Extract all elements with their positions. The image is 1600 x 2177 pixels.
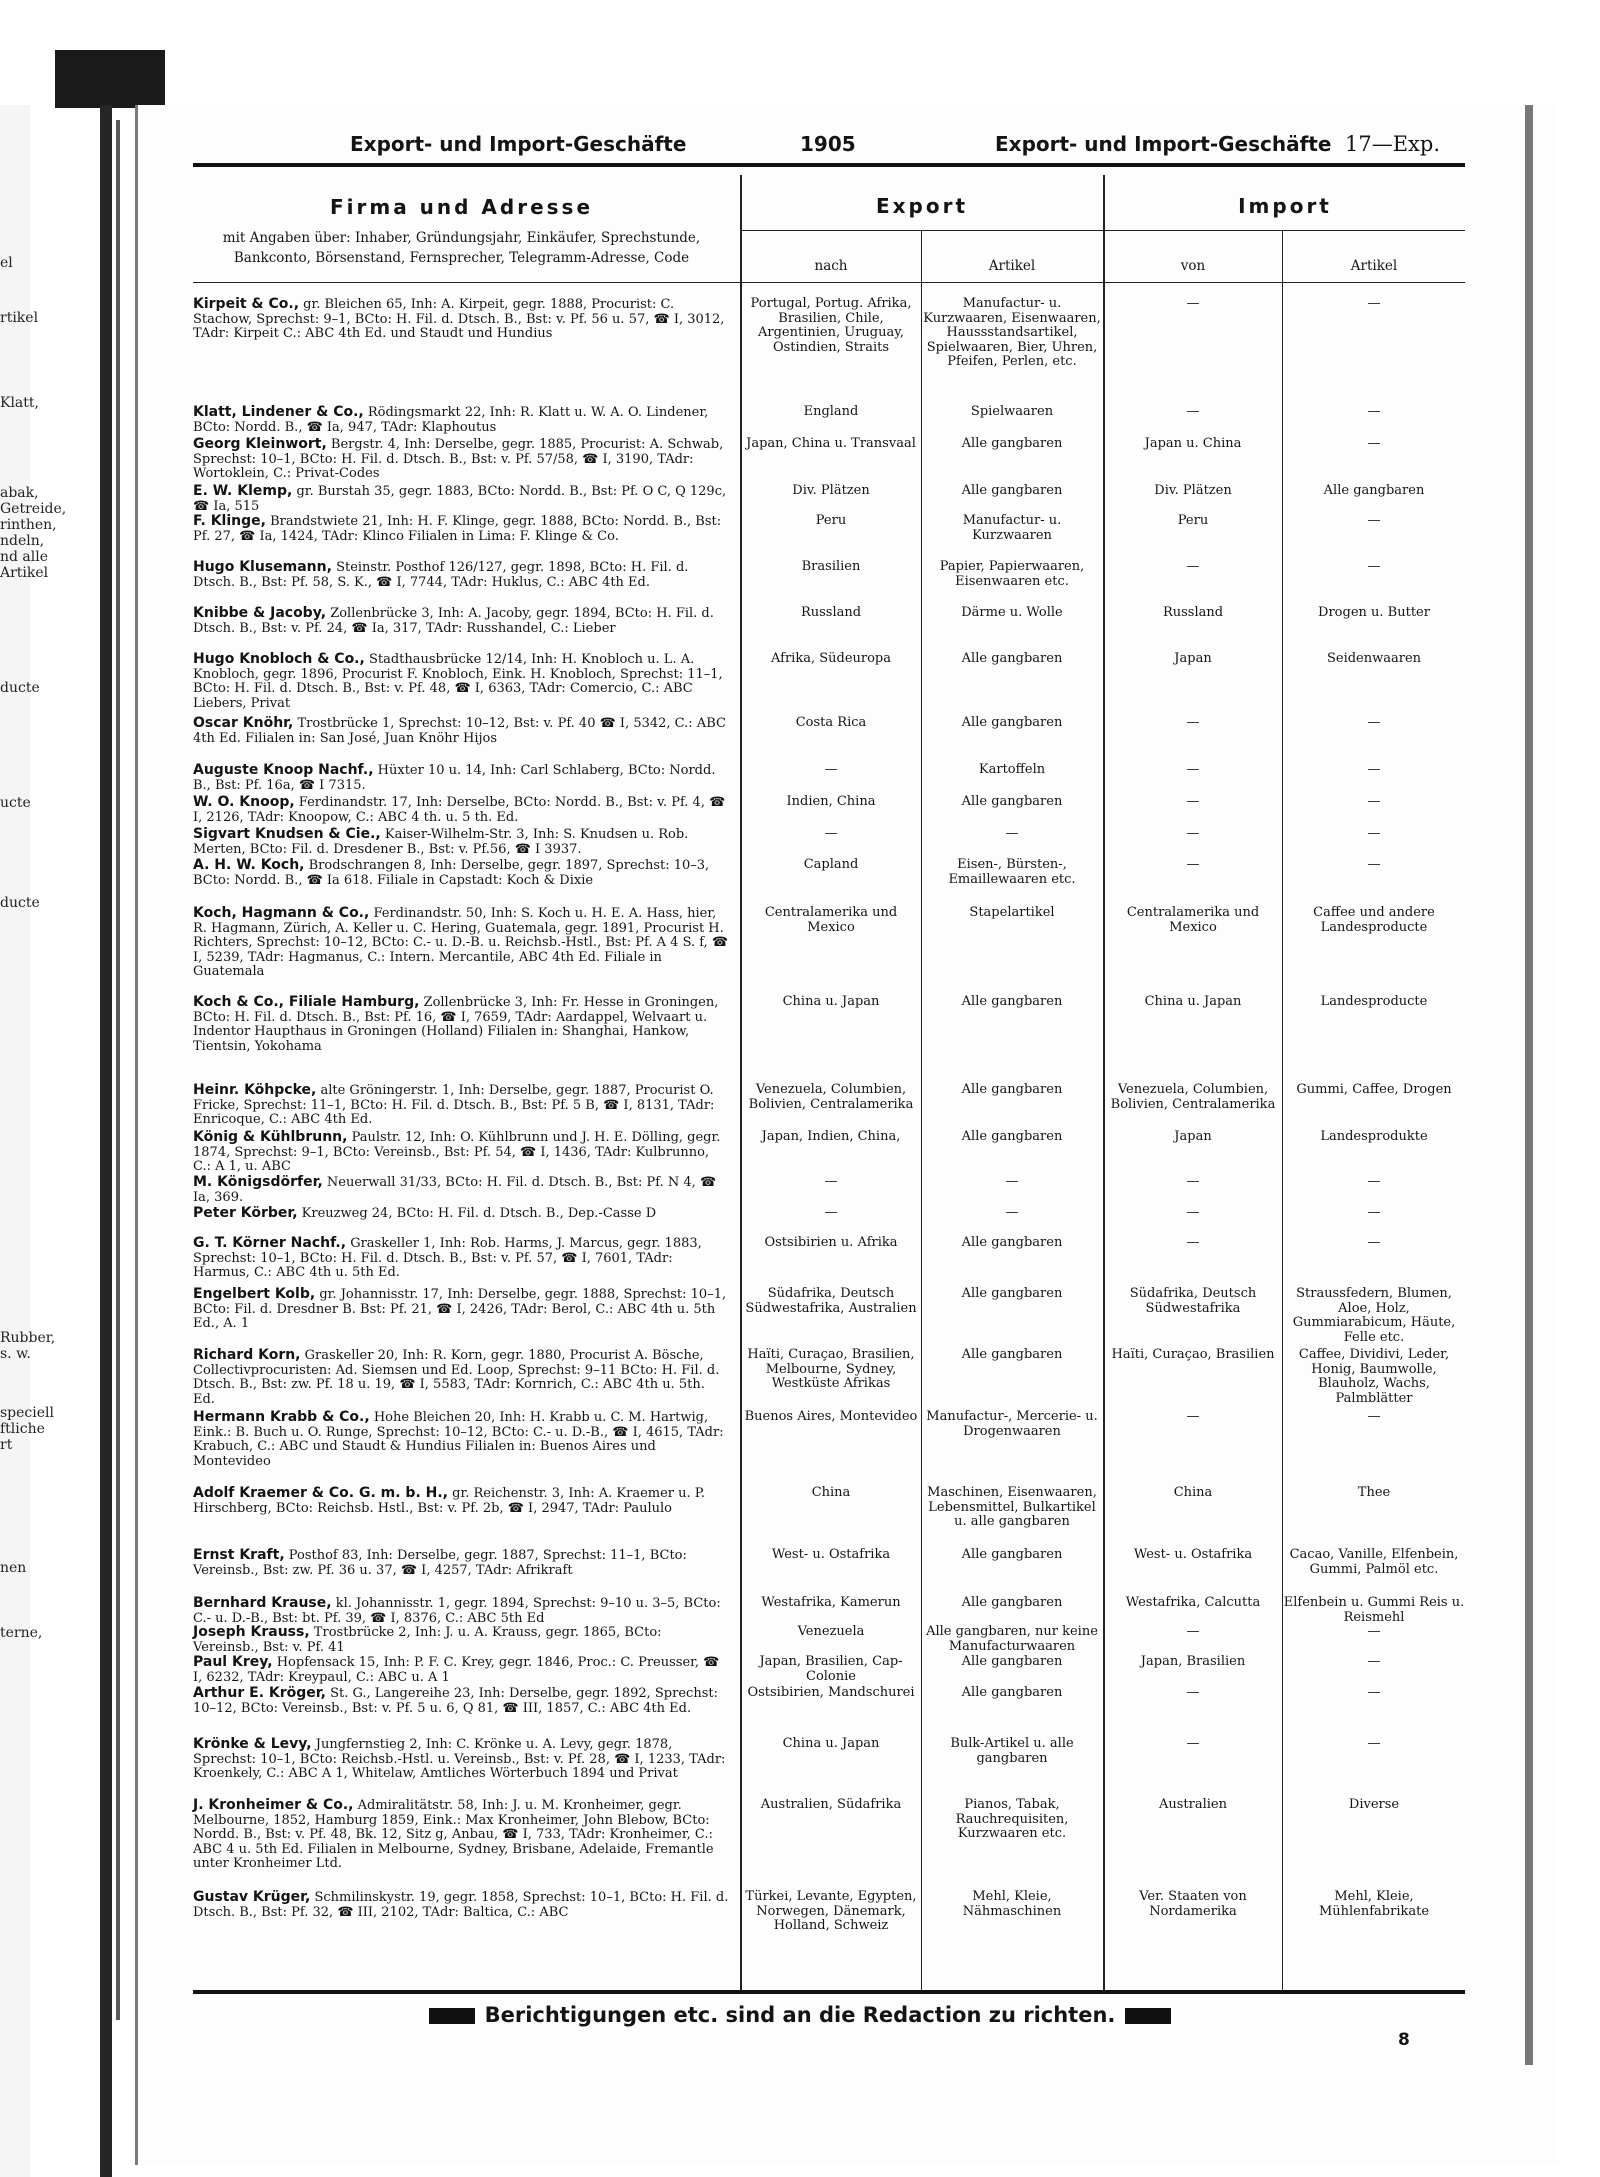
firm-name: Ernst Kraft, [193, 1547, 285, 1563]
column-von: von [1180, 258, 1206, 274]
firm-address [193, 1348, 730, 1407]
export-destination: Südafrika, Deutsch Südwestafrika, Australien [745, 1286, 917, 1316]
firm-name: König & Kühlbrunn, [193, 1129, 348, 1145]
import-articles: Alle gangbaren [1323, 483, 1425, 498]
firm-address [193, 1890, 730, 1920]
firm-details: Rödingsmarkt 22, Inh: R. Klatt u. W. A. O. Lindener, BCto: Nordd. B., ☎ Ia, 947, TAdr: Klaphoutus [193, 405, 709, 435]
firm-name: Arthur E. Kröger, [193, 1685, 326, 1701]
export-articles: Bulk-Artikel u. alle gangbaren [950, 1736, 1074, 1766]
import-origin: — [1186, 559, 1200, 574]
import-articles: — [1367, 1235, 1381, 1250]
import-articles: — [1367, 1409, 1381, 1424]
import-articles: Caffee, Dividivi, Leder, Honig, Baumwolle, Blauholz, Wachs, Palmblätter [1298, 1347, 1450, 1406]
firm-name: Georg Kleinwort, [193, 436, 327, 452]
import-origin: — [1186, 794, 1200, 809]
firm-name: Joseph Krauss, [193, 1624, 310, 1640]
import-origin: Westafrika, Calcutta [1125, 1595, 1261, 1610]
export-articles: Alle gangbaren [961, 651, 1063, 666]
export-articles: Pianos, Tabak, Rauchrequisiten, Kurzwaaren etc. [955, 1797, 1069, 1842]
export-destination: Türkei, Levante, Egypten, Norwegen, Dänemark, Holland, Schweiz [745, 1889, 917, 1934]
export-articles: Alle gangbaren, nur keine Manufacturwaaren [926, 1624, 1098, 1654]
export-articles: Kartoffeln [978, 762, 1046, 777]
page-number: 8 [1398, 2030, 1410, 2050]
firm-details: Ferdinandstr. 17, Inh: Derselbe, BCto: Nordd. B., Bst: v. Pf. 4, ☎ I, 2126, TAdr: Knoopow, C.: ABC 4 th. u. 5 th. Ed. [193, 795, 726, 825]
import-articles: Drogen u. Butter [1318, 605, 1430, 620]
export-articles: Alle gangbaren [961, 483, 1063, 498]
export-articles: Alle gangbaren [961, 794, 1063, 809]
import-origin: Australien [1158, 1797, 1227, 1812]
export-destination: Ostsibirien, Mandschurei [747, 1685, 915, 1700]
column-firma-title: Firma und Adresse [329, 195, 594, 219]
header-left: Export- und Import-Geschäfte [350, 132, 687, 156]
firm-name: Peter Körber, [193, 1205, 298, 1221]
firm-name: M. Königsdörfer, [193, 1174, 323, 1190]
export-destination: China u. Japan [782, 994, 880, 1009]
firm-address [193, 795, 730, 825]
firm-name: Kirpeit & Co., [193, 296, 300, 312]
firm-details: Hopfensack 15, Inh: P. F. C. Krey, gegr. 1846, Proc.: C. Preusser, ☎ I, 6232, TAdr: Kreypaul, C.: ABC u. A 1 [193, 1655, 720, 1685]
firm-name: Sigvart Knudsen & Cie., [193, 826, 381, 842]
firm-name: Paul Krey, [193, 1654, 273, 1670]
import-articles: — [1367, 559, 1381, 574]
scan-black-tab [55, 50, 165, 108]
export-destination: China u. Japan [782, 1736, 880, 1751]
import-articles: — [1367, 857, 1381, 872]
facing-page-text: nen [0, 1560, 27, 1576]
export-articles: Alle gangbaren [961, 1595, 1063, 1610]
firm-address [193, 405, 730, 435]
import-origin: — [1186, 857, 1200, 872]
export-destination: Buenos Aires, Montevideo [744, 1409, 918, 1424]
firm-address [193, 606, 730, 636]
import-origin: — [1186, 1174, 1200, 1189]
export-articles: Alle gangbaren [961, 1286, 1063, 1301]
facing-page-text: ndeln, [0, 533, 45, 549]
facing-page-text: rtikel [0, 310, 39, 326]
import-articles: — [1367, 715, 1381, 730]
firm-details: Brodschrangen 8, Inh: Derselbe, gegr. 1897, Sprechst: 10–3, BCto: Nordd. B., ☎ Ia 618. Filiale in Capstadt: Koch & Dixie [193, 858, 710, 888]
firm-address [193, 1486, 730, 1516]
firm-details: Neuerwall 31/33, BCto: H. Fil. d. Dtsch. B., Bst: Pf. N 4, ☎ Ia, 369. [193, 1175, 717, 1205]
export-destination: England [803, 404, 859, 419]
firm-address [193, 1798, 730, 1872]
export-articles: Eisen-, Bürsten-, Emaillewaaren etc. [948, 857, 1076, 887]
column-import-title: Import [1238, 194, 1332, 218]
export-destination: — [824, 1205, 838, 1220]
import-origin: Japan, Brasilien [1140, 1654, 1246, 1669]
import-origin: — [1186, 762, 1200, 777]
export-destination: Australien, Südafrika [760, 1797, 902, 1812]
header-rule [193, 163, 1465, 167]
facing-page-text: speciell [0, 1405, 54, 1421]
import-articles: Thee [1357, 1485, 1391, 1500]
import-origin: Japan u. China [1144, 436, 1242, 451]
facing-page-text: Getreide, [0, 501, 67, 517]
export-articles: Spielwaaren [970, 404, 1054, 419]
import-articles: Seidenwaaren [1326, 651, 1422, 666]
import-articles: Straussfedern, Blumen, Aloe, Holz, Gummiarabicum, Häute, Felle etc. [1292, 1286, 1456, 1345]
export-articles: Alle gangbaren [961, 1082, 1063, 1097]
firm-address [193, 652, 730, 711]
export-destination: Ostsibirien u. Afrika [764, 1235, 898, 1250]
firm-address [193, 827, 730, 857]
firm-address [193, 995, 730, 1054]
firm-details: Kreuzweg 24, BCto: H. Fil. d. Dtsch. B., Dep.-Casse D [297, 1206, 657, 1221]
firm-address [193, 560, 730, 590]
header-page: 17—Exp. [1345, 132, 1441, 156]
import-origin: Russland [1162, 605, 1224, 620]
import-articles: — [1367, 1174, 1381, 1189]
firm-details: Admiralitätstr. 58, Inh: J. u. M. Kronheimer, gegr. Melbourne, 1852, Hamburg 1859, Eink.: Max Kronheimer, John Blebow, BCto: Nordd. B., Bst: v. Pf. 48, Bk. 12, Sitz g, Anbau, ☎ I, 733, TAdr: Kronheimer, C.: ABC 4 u. 5th Ed. Filialen in Melbourne, Sydney, Brisbane, Adelaide, Fremantle unter Kronheimer Ltd. [193, 1798, 714, 1872]
export-articles: Mehl, Kleie, Nähmaschinen [962, 1889, 1062, 1919]
import-articles: Cacao, Vanille, Elfenbein, Gummi, Palmöl etc. [1289, 1547, 1459, 1577]
firm-address [193, 484, 730, 514]
firm-name: F. Klinge, [193, 513, 266, 529]
export-destination: Portugal, Portug. Afrika, Brasilien, Chile, Argentinien, Uruguay, Ostindien, Straits [750, 296, 912, 355]
firm-details: Graskeller 20, Inh: R. Korn, gegr. 1880, Procurist A. Bösche, Collectivprocuristen: Ad. Siemsen und Ed. Loop, Sprechst: 9–11 BCto: H. Fil. d. Dtsch. B., Bst: zw. Pf. 18 u. 19, ☎ I, 5583, TAdr: Kornrich, C.: ABC 4th u. 5th. Ed. [193, 1348, 720, 1407]
export-articles: Stapelartikel [969, 905, 1055, 920]
firm-details: Kaiser-Wilhelm-Str. 3, Inh: S. Knudsen u. Rob. Merten, BCto: Fil. d. Dresdener B., Bst: v. Pf.56, ☎ I 3937. [193, 827, 689, 857]
facing-page-text: terne, [0, 1625, 43, 1641]
footer-rule [193, 1990, 1465, 1994]
firm-details: Posthof 83, Inh: Derselbe, gegr. 1887, Sprechst: 11–1, BCto: Vereinsb., Bst: zw. Pf. 36 u. 37, ☎ I, 4257, TAdr: Afrikraft [193, 1548, 687, 1578]
export-articles: Alle gangbaren [961, 1347, 1063, 1362]
facing-page-text: rinthen, [0, 517, 57, 533]
export-destination: Div. Plätzen [792, 483, 870, 498]
firm-name: E. W. Klemp, [193, 483, 293, 499]
facing-page-text: ftliche [0, 1421, 45, 1437]
firm-details: Bergstr. 4, Inh: Derselbe, gegr. 1885, Procurist: A. Schwab, Sprechst: 10–1, BCto: H. Fil. d. Dtsch. B., Bst: v. Pf. 57/58, ☎ I, 3190, TAdr: Wortoklein, C.: Privat-Codes [193, 437, 724, 482]
firm-address [193, 858, 730, 888]
export-articles: Alle gangbaren [961, 715, 1063, 730]
firm-details: Zollenbrücke 3, Inh: Fr. Hesse in Groningen, BCto: H. Fil. d. Dtsch. B., Bst: Pf. 16, ☎ I, 7659, TAdr: Aardappel, Welvaart u. Indentor Haupthaus in Groningen (Holland) Filialen in: Shanghai, Hankow, Tientsin, Yokohama [193, 995, 719, 1054]
import-origin: Haïti, Curaçao, Brasilien [1111, 1347, 1275, 1362]
export-destination: Russland [800, 605, 862, 620]
import-articles: Gummi, Caffee, Drogen [1296, 1082, 1452, 1097]
import-origin: — [1186, 404, 1200, 419]
firm-details: Ferdinandstr. 50, Inh: S. Koch u. H. E. A. Hass, hier, R. Hagmann, Zürich, A. Keller u. C. Hering, Guatemala, gegr. 1891, Procurist H. Richters, Sprechst: 10–12, BCto: C.- u. D.-B. u. Reichsb.-Hstl., Bst: Pf. A 4 S. f, ☎ I, 5239, TAdr: Hagmanus, C.: Intern. Mercantile, ABC 4th Ed. Filiale in Guatemala [193, 906, 729, 980]
import-origin: Peru [1177, 513, 1209, 528]
export-destination: Venezuela, Columbien, Bolivien, Centralamerika [748, 1082, 914, 1112]
column-firma-sub1: mit Angaben über: Inhaber, Gründungsjahr, Einkäufer, Sprechstunde, [222, 230, 701, 246]
export-destination: Haïti, Curaçao, Brasilien, Melbourne, Sydney, Westküste Afrikas [747, 1347, 915, 1392]
firm-details: Jungfernstieg 2, Inh: C. Krönke u. A. Levy, gegr. 1878, Sprechst: 10–1, BCto: Reichsb.-Hstl. u. Vereinsb., Bst: v. Pf. 28, ☎ I, 1233, TAdr: Kroenkely, C.: ABC A 1, Whitelaw, Amtliches Wörterbuch 1894 und Privat [193, 1737, 726, 1782]
import-origin: Südafrika, Deutsch Südwestafrika [1129, 1286, 1257, 1316]
facing-page-text: el [0, 255, 13, 271]
import-articles: Landesprodukte [1320, 1129, 1428, 1144]
facing-page-text: Rubber, [0, 1330, 56, 1346]
firm-details: Graskeller 1, Inh: Rob. Harms, J. Marcus, gegr. 1883, Sprechst: 10–1, BCto: H. Fil. d. Dtsch. B., Bst: v. Pf. 57, ☎ I, 7601, TAdr: Harmus, C.: ABC 4th u. 5th Ed. [193, 1236, 702, 1281]
firm-address [193, 1625, 730, 1655]
export-destination: — [824, 826, 838, 841]
import-articles: — [1367, 1685, 1381, 1700]
firm-details: gr. Burstah 35, gegr. 1883, BCto: Nordd. B., Bst: Pf. O C, Q 129c, ☎ Ia, 515 [193, 484, 727, 514]
export-articles: — [1005, 826, 1019, 841]
firm-address [193, 1548, 730, 1578]
import-origin: — [1186, 1685, 1200, 1700]
firm-details: kl. Johannisstr. 1, gegr. 1894, Sprechst: 9–10 u. 3–5, BCto: C.- u. D.-B., Bst: bt. Pf. 39, ☎ I, 8376, C.: ABC 5th Ed [193, 1596, 721, 1626]
firm-name: Oscar Knöhr, [193, 715, 294, 731]
import-origin: Centralamerika und Mexico [1126, 905, 1260, 935]
import-origin: — [1186, 1736, 1200, 1751]
import-articles: — [1367, 296, 1381, 311]
export-articles: Därme u. Wolle [961, 605, 1063, 620]
firm-address [193, 906, 730, 980]
facing-page-text: nd alle [0, 549, 49, 565]
export-destination: Capland [803, 857, 859, 872]
firm-details: Schmilinskystr. 19, gegr. 1858, Sprechst: 10–1, BCto: H. Fil. d. Dtsch. B., Bst: Pf. 32, ☎ III, 2102, TAdr: Baltica, C.: ABC [193, 1890, 729, 1920]
firm-name: A. H. W. Koch, [193, 857, 305, 873]
import-origin: — [1186, 715, 1200, 730]
facing-page-text: ucte [0, 795, 31, 811]
footer-note [0, 2003, 1600, 2027]
firm-name: Richard Korn, [193, 1347, 301, 1363]
firm-name: Klatt, Lindener & Co., [193, 404, 364, 420]
firm-address [193, 437, 730, 482]
export-articles: — [1005, 1174, 1019, 1189]
firm-name: Koch, Hagmann & Co., [193, 905, 370, 921]
import-articles: — [1367, 1205, 1381, 1220]
header-bottom-rule [193, 282, 1465, 283]
export-articles: Papier, Papierwaaren, Eisenwaaren etc. [939, 559, 1085, 589]
firm-address [193, 716, 730, 746]
export-articles: Alle gangbaren [961, 1654, 1063, 1669]
facing-page-text: s. w. [0, 1346, 31, 1362]
firm-address [193, 1175, 730, 1205]
firm-name: Hugo Knobloch & Co., [193, 651, 365, 667]
column-nach: nach [814, 258, 848, 274]
import-articles: — [1367, 1624, 1381, 1639]
export-articles: — [1005, 1205, 1019, 1220]
export-destination: Centralamerika und Mexico [764, 905, 898, 935]
facing-page-text: ducte [0, 680, 40, 696]
export-destination: Japan, Indien, China, [761, 1129, 901, 1144]
firm-name: Adolf Kraemer & Co. G. m. b. H., [193, 1485, 448, 1501]
pointing-hand-icon [429, 2008, 475, 2024]
firm-name: Heinr. Köhpcke, [193, 1082, 317, 1098]
export-destination: Afrika, Südeuropa [770, 651, 891, 666]
column-import-artikel: Artikel [1350, 258, 1398, 274]
header-right: Export- und Import-Geschäfte [995, 132, 1332, 156]
column-firma-sub2: Bankconto, Börsenstand, Fernsprecher, Telegramm-Adresse, Code [233, 250, 690, 266]
running-header [170, 132, 1470, 156]
import-origin: Div. Plätzen [1154, 483, 1232, 498]
firm-address [193, 514, 730, 544]
import-articles: — [1367, 762, 1381, 777]
firm-details: alte Gröningerstr. 1, Inh: Derselbe, gegr. 1887, Procurist O. Fricke, Sprechst: 11–1, BCto: H. Fil. d. Dtsch. B., Bst: Pf. 5 B, ☎ I, 8131, TAdr: Enricoque, C.: ABC 4th Ed. [193, 1083, 715, 1128]
import-articles: — [1367, 794, 1381, 809]
export-destination: Costa Rica [795, 715, 867, 730]
import-articles: — [1367, 404, 1381, 419]
export-articles: Maschinen, Eisenwaaren, Lebensmittel, Bulkartikel u. alle gangbaren [927, 1485, 1097, 1530]
page-edge [1525, 105, 1533, 2065]
pointing-hand-icon-right [1125, 2008, 1171, 2024]
firm-address [193, 1737, 730, 1782]
export-articles: Manufactur-, Mercerie- u. Drogenwaaren [926, 1409, 1098, 1439]
import-origin: Japan [1174, 651, 1212, 666]
facing-page-fragment [0, 105, 98, 2105]
firm-name: G. T. Körner Nachf., [193, 1235, 347, 1251]
import-origin: — [1186, 1205, 1200, 1220]
footer-note-text: Berichtigungen etc. sind an die Redaction zu richten. [484, 2003, 1116, 2027]
book-binding-shadow [116, 120, 120, 2020]
export-destination: Peru [815, 513, 847, 528]
export-articles: Alle gangbaren [961, 994, 1063, 1009]
firm-name: Hugo Klusemann, [193, 559, 332, 575]
import-origin: — [1186, 296, 1200, 311]
firm-address [193, 1206, 730, 1222]
firm-name: Hermann Krabb & Co., [193, 1409, 370, 1425]
firm-name: J. Kronheimer & Co., [193, 1797, 354, 1813]
firm-details: Hüxter 10 u. 14, Inh: Carl Schlaberg, BCto: Nordd. B., Bst: Pf. 16a, ☎ I 7315. [193, 763, 716, 793]
export-articles: Manufactur- u. Kurzwaaren, Eisenwaaren, Haussstandsartikel, Spielwaaren, Bier, Uhren, Pfeifen, Perlen, etc. [923, 296, 1101, 370]
import-articles: Mehl, Kleie, Mühlenfabrikate [1318, 1889, 1430, 1919]
export-destination: — [824, 762, 838, 777]
export-articles: Alle gangbaren [961, 1235, 1063, 1250]
firm-address [193, 1596, 730, 1626]
firm-address [193, 763, 730, 793]
firm-name: W. O. Knoop, [193, 794, 295, 810]
export-articles: Alle gangbaren [961, 1129, 1063, 1144]
import-origin: Ver. Staaten von Nordamerika [1139, 1889, 1247, 1919]
export-destination: China [811, 1485, 851, 1500]
column-export-title: Export [875, 194, 969, 218]
facing-page-text: abak, [0, 485, 39, 501]
export-destination: Indien, China [786, 794, 876, 809]
export-articles: Manufactur- u. Kurzwaaren [962, 513, 1062, 543]
firm-name: Gustav Krüger, [193, 1889, 311, 1905]
facing-page-text: ducte [0, 895, 40, 911]
export-articles: Alle gangbaren [961, 1547, 1063, 1562]
facing-page-text: Klatt, [0, 395, 39, 411]
firm-address [193, 1083, 730, 1128]
import-articles: — [1367, 1654, 1381, 1669]
import-articles: Elfenbein u. Gummi Reis u. Reismehl [1283, 1595, 1465, 1625]
firm-name: Auguste Knoop Nachf., [193, 762, 374, 778]
firm-name: Knibbe & Jacoby, [193, 605, 327, 621]
header-year: 1905 [800, 132, 856, 156]
export-articles: Alle gangbaren [961, 1685, 1063, 1700]
export-destination: Venezuela [797, 1624, 865, 1639]
firm-details: Zollenbrücke 3, Inh: A. Jacoby, gegr. 1894, BCto: H. Fil. d. Dtsch. B., Bst: v. Pf. 24, ☎ Ia, 317, TAdr: Russhandel, C.: Lieber [193, 606, 714, 636]
firm-address [193, 1655, 730, 1685]
firm-details: Trostbrücke 1, Sprechst: 10–12, Bst: v. Pf. 40 ☎ I, 5342, C.: ABC 4th Ed. Filialen in: San José, Juan Knöhr Hijos [193, 716, 726, 746]
import-origin: West- u. Ostafrika [1133, 1547, 1253, 1562]
import-origin: Japan [1174, 1129, 1212, 1144]
firm-details: gr. Reichenstr. 3, Inh: A. Kraemer u. P. Hirschberg, BCto: Reichsb. Hstl., Bst: v. Pf. 2b, ☎ I, 2947, TAdr: Paululo [193, 1486, 706, 1516]
import-origin: China [1173, 1485, 1213, 1500]
import-articles: Diverse [1348, 1797, 1400, 1812]
firm-details: St. G., Langereihe 23, Inh: Derselbe, gegr. 1892, Sprechst: 10–12, BCto: Vereinsb., Bst: v. Pf. 5 u. 6, Q 81, ☎ III, 1857, C.: ABC 4th Ed. [193, 1686, 718, 1716]
firm-name: Krönke & Levy, [193, 1736, 312, 1752]
export-destination: Westafrika, Kamerun [761, 1595, 901, 1610]
import-articles: Landesproducte [1320, 994, 1428, 1009]
firm-details: gr. Bleichen 65, Inh: A. Kirpeit, gegr. 1888, Procurist: C. Stachow, Sprechst: 9–1, BCto: H. Fil. d. Dtsch. B., Bst: v. Pf. 56 u. 57, ☎ I, 3012, TAdr: Kirpeit C.: ABC 4th Ed. und Staudt und Hundius [193, 297, 725, 342]
import-origin: Venezuela, Columbien, Bolivien, Centralamerika [1110, 1082, 1276, 1112]
firm-address [193, 1236, 730, 1281]
import-origin: — [1186, 1624, 1200, 1639]
firm-details: Trostbrücke 2, Inh: J. u. A. Krauss, gegr. 1865, BCto: Vereinsb., Bst: v. Pf. 41 [193, 1625, 662, 1655]
export-destination: Japan, China u. Transvaal [746, 436, 916, 451]
facing-page-text: Artikel [0, 565, 49, 581]
firm-name: Bernhard Krause, [193, 1595, 332, 1611]
firm-details: Stadthausbrücke 12/14, Inh: H. Knobloch u. L. A. Knobloch, gegr. 1896, Procurist F. Knobloch, Eink. H. Knobloch, Sprechst: 11–1, BCto: H. Fil. d. Dtsch. B., Bst: v. Pf. 48, ☎ I, 6363, TAdr: Comercio, C.: ABC Liebers, Privat [193, 652, 723, 711]
export-destination: Japan, Brasilien, Cap-Colonie [759, 1654, 903, 1684]
facing-page-text: rt [0, 1437, 13, 1453]
firm-address [193, 1287, 730, 1332]
export-destination: — [824, 1174, 838, 1189]
firm-name: Engelbert Kolb, [193, 1286, 316, 1302]
import-origin: — [1186, 826, 1200, 841]
import-origin: — [1186, 1235, 1200, 1250]
book-binding [100, 105, 112, 2177]
firm-address [193, 297, 730, 342]
export-articles: Alle gangbaren [961, 436, 1063, 451]
import-articles: — [1367, 436, 1381, 451]
import-articles: Caffee und andere Landesproducte [1313, 905, 1435, 935]
export-destination: West- u. Ostafrika [771, 1547, 891, 1562]
firm-details: Steinstr. Posthof 126/127, gegr. 1898, BCto: H. Fil. d. Dtsch. B., Bst: Pf. 58, S. K., ☎ I, 7744, TAdr: Huklus, C.: ABC 4th Ed. [193, 560, 689, 590]
firm-address [193, 1410, 730, 1469]
import-articles: — [1367, 1736, 1381, 1751]
export-destination: Brasilien [801, 559, 861, 574]
firm-details: gr. Johannisstr. 17, Inh: Derselbe, gegr. 1888, Sprechst: 10–1, BCto: Fil. d. Dresdner B. Bst: Pf. 21, ☎ I, 2426, TAdr: Berol, C.: ABC 4th u. 5th Ed., A. 1 [193, 1287, 727, 1332]
firm-name: Koch & Co., Filiale Hamburg, [193, 994, 420, 1010]
import-origin: China u. Japan [1144, 994, 1242, 1009]
import-origin: — [1186, 1409, 1200, 1424]
import-articles: — [1367, 826, 1381, 841]
firm-details: Brandstwiete 21, Inh: H. F. Klinge, gegr. 1888, BCto: Nordd. B., Bst: Pf. 27, ☎ Ia, 1424, TAdr: Klinco Filialen in Lima: F. Klinge & Co. [193, 514, 722, 544]
import-articles: — [1367, 513, 1381, 528]
firm-address [193, 1130, 730, 1175]
firm-details: Hohe Bleichen 20, Inh: H. Krabb u. C. M. Hartwig, Eink.: B. Buch u. O. Runge, Sprechst: 10–12, BCto: C.- u. D.-B., ☎ I, 4615, TAdr: Krabuch, C.: ABC und Staudt & Hundius Filialen in: Buenos Aires und Montevideo [193, 1410, 724, 1469]
column-export-artikel: Artikel [988, 258, 1036, 274]
firm-details: Paulstr. 12, Inh: O. Kühlbrunn und J. H. E. Dölling, gegr. 1874, Sprechst: 9–1, BCto: Vereinsb., Bst: Pf. 54, ☎ I, 1436, TAdr: Kulbrunno, C.: A 1, u. ABC [193, 1130, 721, 1175]
firm-address [193, 1686, 730, 1716]
